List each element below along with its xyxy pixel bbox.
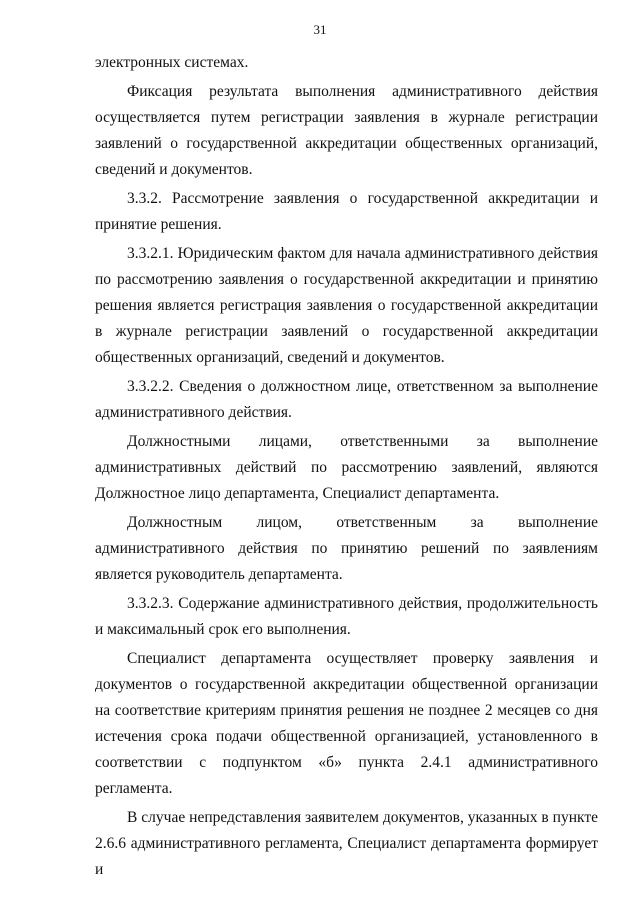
document-body [95,50,598,883]
paragraph: Должностным лицом, ответственным за выполнение административного действия по принятию решений по заявлениям является руководитель департамента. [95,514,598,583]
paragraph-continuation: электронных системах. [95,54,249,71]
page-number: 31 [313,22,327,37]
paragraph: Должностными лицами, ответственными за выполнение административных действий по рассмотрению заявлений, являются Должностное лицо департамента, Специалист департамента. [95,433,598,502]
paragraph: 3.3.2.1. Юридическим фактом для начала административного действия по рассмотрению заявления о государственной аккредитации и принятию решения является регистрация заявления о государственной аккредитации в журнале регистрации заявлений о государственной аккредитации общественных организаций, сведений и документов. [95,245,598,366]
paragraph: Фиксация результата выполнения административного действия осуществляется путем регистрации заявления в журнале регистрации заявлений о государственной аккредитации общественных организаций, сведений и документов. [95,83,598,178]
paragraph: В случае непредставления заявителем документов, указанных в пункте 2.6.6 административного регламента, Специалист департамента формирует и [95,809,598,878]
paragraph: Специалист департамента осуществляет проверку заявления и документов о государственной аккредитации общественной организации на соответствие критериям принятия решения не позднее 2 месяцев со дня истечения срока подачи общественной организацией, установленного в соответствии с подпунктом «б» пункта 2.4.1 административного регламента. [95,650,598,797]
section-heading: 3.3.2.3. Содержание административного действия, продолжительность и максимальный срок его выполнения. [95,595,598,638]
section-heading: 3.3.2.2. Сведения о должностном лице, ответственном за выполнение административного действия. [95,378,598,421]
section-heading: 3.3.2. Рассмотрение заявления о государственной аккредитации и принятие решения. [95,190,598,233]
